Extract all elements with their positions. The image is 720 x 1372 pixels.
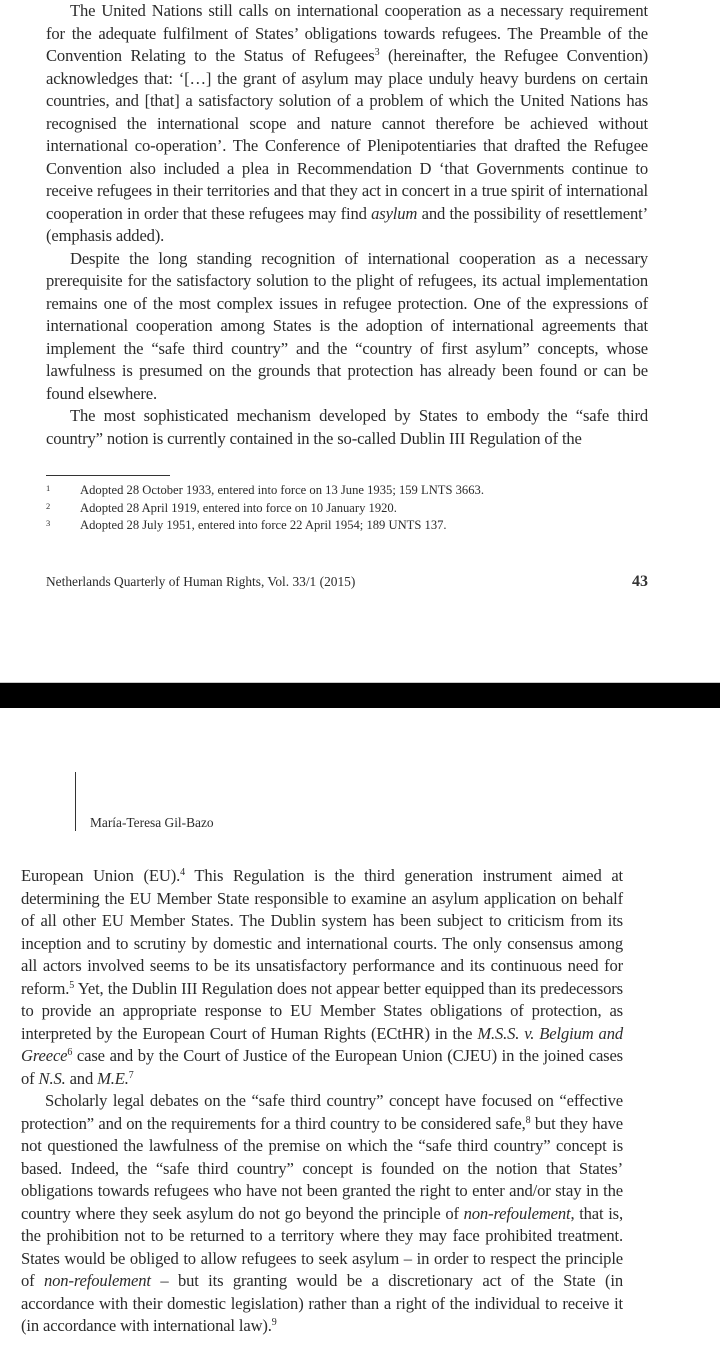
document-page-44 [0,708,720,1372]
footnote-reference[interactable]: 7 [128,1069,134,1081]
emphasis: asylum [371,203,418,223]
running-footer [46,573,648,591]
page-separator [0,682,720,708]
journal-title: Netherlands Quarterly of Human Rights, Vol. 33/1 (2015) [46,574,356,589]
footnote-text: Adopted 28 April 1919, entered into force on 10 January 1920. [80,500,397,515]
document-page-43 [0,0,720,682]
paragraph: The United Nations still calls on international cooperation as a necessary requirement for the adequate fulfilment of States’ obligations towards refugees. The Preamble of the Convention Relating to the Status of Refugees$^3$ (hereinafter, the Refugee Convention) acknowledges that: ‘[…] the grant of asylum may place unduly heavy burdens on certain countries, and [that] a satisfactory solution of a problem of which the United Nations has recognised the international scope and nature cannot therefore be achieved without international co-operation’. The Conference of Plenipotentiaries that drafted the Refugee Convention also included a plea in Recommendation D ‘that Governments continue to receive refugees in their territories and that they act in concert in a true spirit of international cooperation in order that these refugees may find asylum and the possibility of resettlement’ (emphasis added). [46,1,648,245]
footnote-reference[interactable]: 4 [180,867,185,878]
emphasis: M.S.S. v. Belgium and Greece [21,1023,623,1065]
footnote-text: Adopted 28 October 1933, entered into force on 13 June 1935; 159 LNTS 3663. [80,483,484,497]
footnote-text: Adopted 28 July 1951, entered into force 22 April 1954; 189 UNTS 137. [80,518,447,532]
footnote-3 [46,517,646,535]
footnote-2 [46,500,646,518]
footnote-1 [46,482,646,500]
emphasis: non-refoulement [44,1271,151,1290]
footnote-reference[interactable]: 6 [67,1047,73,1058]
footnote-reference[interactable]: 9 [271,1317,277,1328]
author-name: María-Teresa Gil-Bazo [90,815,214,830]
paragraph: Scholarly legal debates on the “safe third country” concept have focused on “effective protection” and on the requirements for a third country to be considered safe,$^8$ but they have not questioned the lawfulness of the premise on which the “safe third country” concept is based. Indeed, the “safe third country” concept is founded on the notion that States’ obligations towards refugees who have not been granted the right to enter and/or stay in the country where they seek asylum do not go beyond the principle of non-refoulement, that is, the prohibition not to be returned to a territory where they may face prohibited treatment. States would be obliged to allow refugees to seek asylum – in order to respect the principle of non-refoulement – but its granting would be a discretionary act of the State (in accordance with their domestic legislation) rather than a right of the individual to receive it (in accordance with international law).$^9$ [21,1091,623,1335]
page-43-body-text [46,0,648,450]
emphasis: M.E. [97,1068,129,1088]
footnote-reference[interactable]: 3 [374,47,380,58]
footnote-divider [46,475,170,476]
page-number: 43 [632,573,648,590]
footnote-number: 1 [46,483,51,493]
paragraph: European Union (EU).$^4$ This Regulation is the third generation instrument aimed at determining the EU Member State responsible to examine an asylum application on behalf of all other EU Member States. The Dublin system has been subject to criticism from its inception and to scrutiny by domestic and international courts. The only consensus among all actors involved seems to be its unsatisfactory performance and its continuous need for reform.$^5$ Yet, the Dublin III Regulation does not appear better equipped than its predecessors to provide an appropriate response to EU Member States obligations of protection, as interpreted by the European Court of Human Rights (ECtHR) in the M.S.S. v. Belgium and Greece$^6$ case and by the Court of Justice of the European Union (CJEU) in the joined cases of N.S. and M.E.$^7$ [21,866,624,1088]
page-44-body-text [21,865,623,1338]
footnotes [46,482,646,535]
footnote-reference[interactable]: 5 [69,979,75,991]
paragraph: Despite the long standing recognition of international cooperation as a necessary prerequisite for the satisfactory solution to the plight of refugees, its actual implementation remains one of the most complex issues in refugee protection. One of the expressions of international cooperation among States is the adoption of international agreements that implement the “safe third country” and the “country of first asylum” concepts, whose lawfulness is presumed on the grounds that protection has already been found or can be found elsewhere. [46,248,648,403]
footnote-number: 3 [46,518,51,528]
paragraph: The most sophisticated mechanism developed by States to embody the “safe third country” notion is currently contained in the so-called Dublin III Regulation of the [46,406,648,448]
emphasis: non-refoulement [463,1203,571,1223]
footnote-reference[interactable]: 8 [525,1114,531,1126]
emphasis: N.S. [38,1068,66,1088]
running-header [75,772,214,831]
footnote-number: 2 [46,500,51,511]
